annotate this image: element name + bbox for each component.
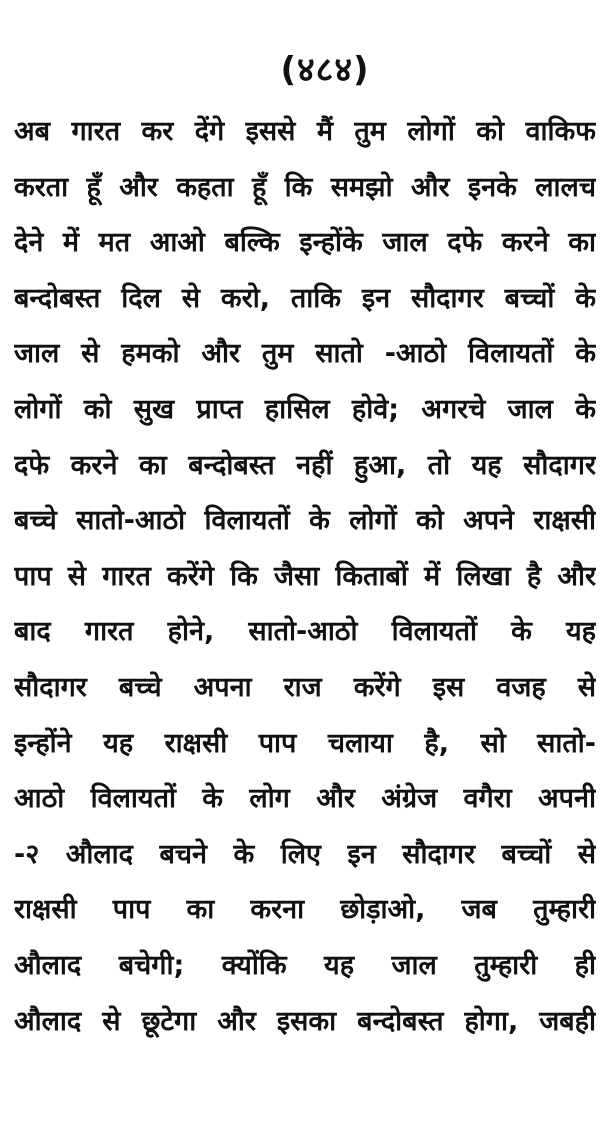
text-line: करता हूँ और कहता हूँ कि समझो और इनके लालच (14, 171, 596, 203)
text-line: लोगों को सुख प्राप्त हासिल होवे; अगरचे जाल के (14, 393, 596, 425)
text-line: औलाद बचेगी; क्योंकि यह जाल तुम्हारी ही (14, 949, 596, 981)
text-line: सौदागर बच्चे अपना राज करेंगे इस वजह से (14, 671, 596, 703)
page-number (0, 44, 610, 96)
page-number-text: (४८४) (280, 50, 370, 90)
text-line: राक्षसी पाप का करना छोड़ाओ, जब तुम्हारी (14, 894, 596, 926)
text-line: औलाद से छूटेगा और इसका बन्दोबस्त होगा, जबही (14, 1005, 596, 1037)
text-line: -२ औलाद बचने के लिए इन सौदागर बच्चों से (14, 838, 596, 870)
text-line: देने में मत आओ बल्कि इन्होंके जाल दफे करने का (14, 227, 596, 259)
text-line: दफे करने का बन्दोबस्त नहीं हुआ, तो यह सौदागर (14, 449, 596, 481)
text-line: इन्होंने यह राक्षसी पाप चलाया है, सो सातो- (14, 727, 596, 759)
text-line: अब गारत कर देंगे इससे मैं तुम लोगों को वाकिफ (14, 116, 596, 147)
text-line: आठो विलायतों के लोग और अंग्रेज वगैरा अपनी (14, 783, 596, 815)
text-line: जाल से हमको और तुम सातो -आठो विलायतों के (14, 338, 596, 370)
text-line: बच्चे सातो-आठो विलायतों के लोगों को अपने राक्षसी (14, 505, 596, 537)
text-line: पाप से गारत करेंगे कि जैसा किताबों में लिखा है और (14, 560, 596, 592)
body-text (14, 104, 596, 1049)
text-line: बन्दोबस्त दिल से करो, ताकि इन सौदागर बच्चों के (14, 282, 596, 314)
text-line: बाद गारत होने, सातो-आठो विलायतों के यह (14, 616, 596, 648)
